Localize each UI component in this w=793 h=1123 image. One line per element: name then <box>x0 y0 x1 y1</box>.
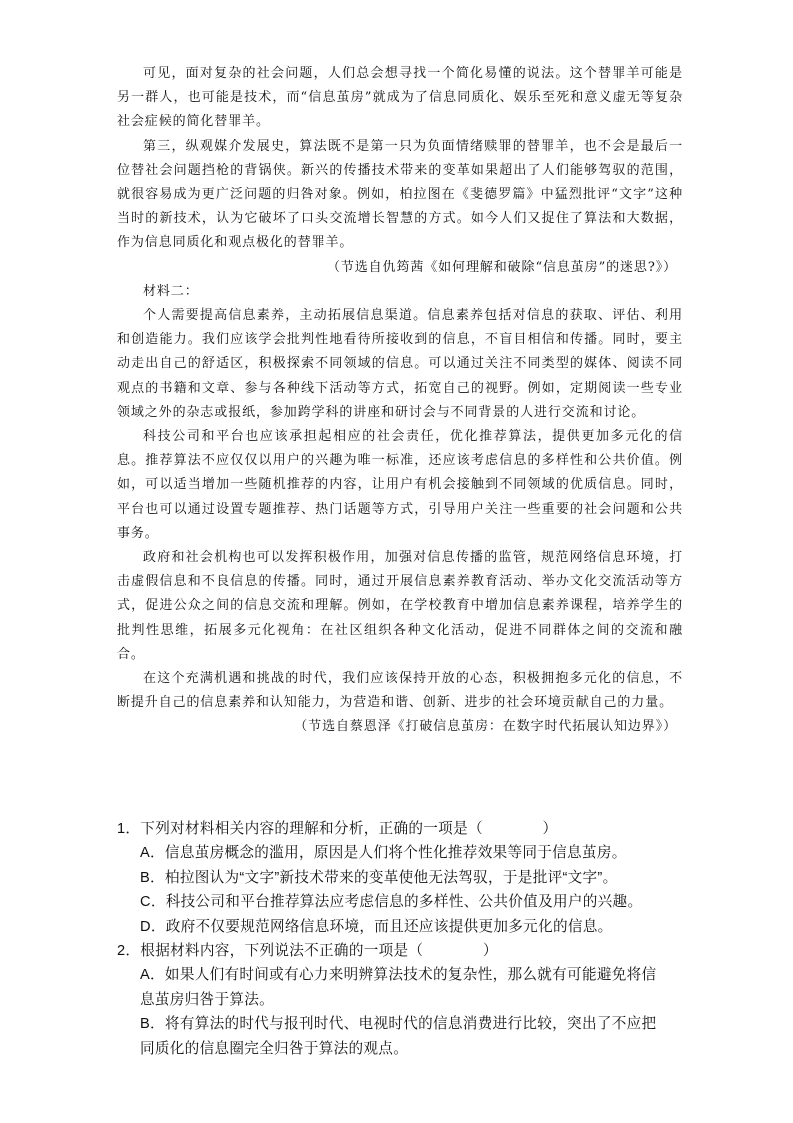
question-1-option-a: A．信息茧房概念的滥用，原因是人们将个性化推荐效果等同于信息茧房。 <box>140 845 627 862</box>
passage-source-1: （节选自仇筠茜《如何理解和破除“信息茧房”的迷思?》） <box>326 259 677 275</box>
passage-source-2: （节选自蔡恩泽《打破信息茧房：在数字时代拓展认知边界》） <box>294 719 677 735</box>
passage-paragraph-3: 个人需要提高信息素养，主动拓展信息渠道。信息素养包括对信息的获取、评估、利用和创造能力。我们应该学会批判性地看待所接收到的信息，不盲目相信和传播。同时，要主动走出自己的舒适区，积极探索不同领域的信息。可以通过关注不同类型的媒体、阅读不同观点的书籍和文章、参与各种线下活动等方式，拓宽自己的视野。例如，定期阅读一些专业领域之外的杂志或报纸，参加跨学科的讲座和研讨会与不同背景的人进行交流和讨论。 <box>117 308 683 420</box>
passage-paragraph-6: 在这个充满机遇和挑战的时代，我们应该保持开放的心态，积极拥抱多元化的信息，不断提升自己的信息素养和认知能力，为营造和谐、创新、进步的社会环境贡献自己的力量。 <box>117 671 683 711</box>
question-1-stem: 1．下列对材料相关内容的理解和分析，正确的一项是（ ） <box>117 821 558 837</box>
passage-paragraph-4: 科技公司和平台也应该承担起相应的社会责任，优化推荐算法，提供更加多元化的信息。推荐算法不应仅仅以用户的兴趣为唯一标准，还应该考虑信息的多样性和公共价值。例如，可以适当增加一些随机推荐的内容，让用户有机会接触到不同领域的优质信息。同时，平台也可以通过设置专题推荐、热门话题等方式，引导用户关注一些重要的社会问题和公共事务。 <box>117 429 683 541</box>
passage-paragraph-1: 可见，面对复杂的社会问题，人们总会想寻找一个简化易懂的说法。这个替罪羊可能是另一群人，也可能是技术，而“信息茧房”就成为了信息同质化、娱乐至死和意义虚无等复杂社会症候的简化替罪羊。 <box>117 66 683 130</box>
question-1-option-b: B．柏拉图认为“文字”新技术带来的变革使他无法驾驭，于是批评“文字”。 <box>140 869 618 886</box>
question-2-option-a: A．如果人们有时间或有心力来明辨算法技术的复杂性，那么就有可能避免将信 <box>140 967 657 984</box>
question-list <box>117 817 687 1061</box>
question-1-option-d: D．政府不仅要规范网络信息环境，而且还应该提供更加多元化的信息。 <box>140 918 613 935</box>
question-2-option-b: B．将有算法的时代与报刊时代、电视时代的信息消费进行比较，突出了不应把 <box>140 1016 657 1033</box>
question-2-option-a-continued: 息茧房归咎于算法。 <box>140 991 275 1008</box>
passage-paragraph-5: 政府和社会机构也可以发挥积极作用，加强对信息传播的监管，规范网络信息环境，打击虚假信息和不良信息的传播。同时，通过开展信息素养教育活动、举办文化交流活动等方式，促进公众之间的信息交流和理解。例如，在学校教育中增加信息素养课程，培养学生的批判性思维，拓展多元化视角：在社区组织各种文化活动，促进不同群体之间的交流和融合。 <box>117 550 683 662</box>
material-two-label: 材料二： <box>143 283 199 299</box>
passage-paragraph-2: 第三，纵观媒介发展史，算法既不是第一只为负面情绪赎罪的替罪羊，也不会是最后一位替社会问题挡枪的背锅侠。新兴的传播技术带来的变革如果超出了人们能够驾驭的范围，就很容易成为更广泛问题的归咎对象。例如，柏拉图在《斐德罗篇》中猛烈批评“文字”这种当时的新技术，认为它破坏了口头交流增长智慧的方式。如今人们又捉住了算法和大数据，作为信息同质化和观点极化的替罪羊。 <box>117 138 683 251</box>
question-2-option-b-continued: 同质化的信息圈完全归咎于算法的观点。 <box>140 1040 409 1057</box>
reading-passage <box>117 62 683 740</box>
question-2-stem: 2．根据材料内容，下列说法不正确的一项是（ ） <box>117 943 498 960</box>
question-1-option-c: C．科技公司和平台推荐算法应考虑信息的多样性、公共价值及用户的兴趣。 <box>140 894 643 911</box>
